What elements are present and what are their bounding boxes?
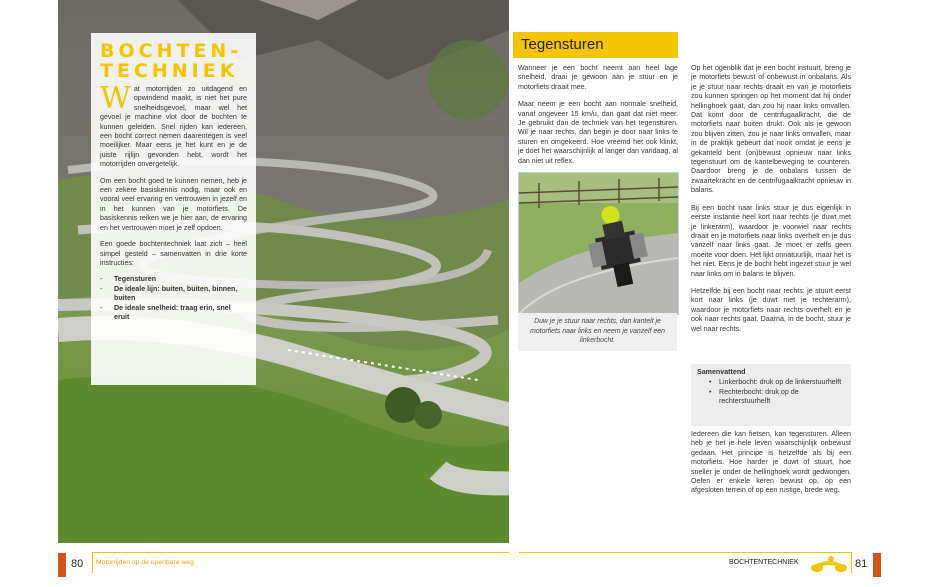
footer-right-block bbox=[873, 553, 881, 577]
title-line-1: BOCHTEN- bbox=[100, 40, 243, 62]
footer-right-rule bbox=[519, 552, 852, 573]
article-title bbox=[100, 41, 247, 81]
column-paragraph: Hetzelfde bij een bocht naar rechts: je stuurt eerst kort naar links (je duwt met je rechterarm), waardoor je motorfiets naar rechts overhelt en je ook naar rechts gaat. Daarna, in de bocht, stuur je wel naar rechts. bbox=[691, 286, 851, 333]
section-title: Tegensturen bbox=[521, 36, 604, 53]
column-paragraph: Maar neem je een bocht aan normale snelheid, vanaf ongeveer 15 km/u, dan gaat dat niet meer. Je gebruikt dan de techniek van het tegensturen. Wil je naar rechts, dan begin je door naar links te sturen en omgekeerd. Hoe vreemd het ook klinkt, je doet het waarschijnlijk al langer dan vandaag, al dan niet uit reflex. bbox=[518, 100, 678, 165]
title-line-2: TECHNIEK bbox=[100, 60, 239, 82]
column-paragraph: Op het ogenblik dat je een bocht instuurt, breng je je motorfiets bewust of onbewust in onbalans. Als je je stuur naar rechts draait en van je motorfiets zou kunnen springen op het moment dat hij onder hellinghoek gaat, dan zou hij naar links omvallen. Dat komt door de centrifugaalkracht, die de motorfiets naar buiten drukt. Ook als je gewoon zou blijven zitten, zou je naar links omvallen, maar in de praktijk gebeurt dat nooit omdat je eens je gekanteld bent (on)bewust opnieuw naar links tegenstuurt om de kantelbeweging te counteren. Daardoor breng je de onbalans tussen de zwaartekracht en de centrifugaalkracht opnieuw in balans. bbox=[691, 64, 851, 195]
list-item: - Tegensturen bbox=[100, 275, 157, 284]
column-paragraph: Wanneer je een bocht neemt aan heel lage snelheid, draai je gewoon aan je stuur en je motorfiets draait mee. bbox=[518, 64, 678, 91]
paragraph-2: Om een bocht goed te kunnen nemen, heb je een zekere basiskennis nodig, maar ook en vooral veel ervaring en vertrouwen in jezelf en in het kunnen van je motorfiets. De basiskennis reiken we je hier aan, de ervaring en het vertrouwen moet je zelf opdoen. bbox=[100, 176, 247, 232]
drop-cap: W bbox=[100, 81, 131, 116]
column-paragraph: Bij een bocht naar links stuur je dus eigenlijk in eerste instantie heel kort naar rechts (je duwt met je linkerarm), waardoor je voorwiel naar rechts draait en je motorfiets naar links overhelt en je dus vanzelf naar links gaat. Je moet er zelfs geen moeite voor doen. Het lijkt onnatuurlijk, maar het is het niet. Eens je de bocht hebt ingezet stuur je wel naar links om in balans te blijven. bbox=[691, 203, 851, 278]
footer-right-text: BOCHTENTECHNIEK bbox=[729, 559, 799, 566]
column-paragraph: Iedereen die kan fietsen, kan tegensturen. Alleen heb je het je hele leven waarschijnlijk onbewust gedaan. Het principe is hetzelfde als bij een motorfiets. Hoe harder je duwt of stuurt, hoe sneller je onder de hellinghoek wordt gedwongen. Oefen er enkele keren bewust op, op een afgesloten terrein of op een rustige, brede weg. bbox=[691, 430, 851, 495]
footer-left-text: Motorrijden op de openbare weg bbox=[96, 559, 194, 566]
column-2 bbox=[691, 64, 851, 342]
list-item: - De ideale lijn: buiten, buiten, binnen, buiten bbox=[100, 284, 238, 303]
instruction-list bbox=[100, 275, 247, 322]
list-item: - De ideale snelheid: traag erin, snel eruit bbox=[100, 303, 231, 321]
page-number-left: 80 bbox=[71, 558, 84, 570]
motorcycle-icon bbox=[809, 555, 849, 578]
motorcycle-photo bbox=[518, 172, 679, 315]
summary-box bbox=[691, 364, 851, 426]
intro-text-box bbox=[91, 33, 256, 385]
intro-text: at motorrijden zo uitdagend en opwindend maakt, is niet het pure snelheidsgevoel, maar wel het gevoel je machine vlot door de bochten te kunnen geleiden. Snel rijden kan iedereen, een bocht correct nemen daarentegen is veel moeilijker. Maar eens je het kunt en je de juiste rijlijn gevonden hebt, wordt het motorrijden onvergetelijk. bbox=[100, 85, 247, 169]
column-3 bbox=[691, 430, 851, 504]
column-1 bbox=[518, 64, 678, 174]
footer-left-block bbox=[58, 553, 66, 577]
summary-list bbox=[697, 378, 845, 406]
paragraph-3: Een goede bochtentechniek laat zich – heel simpel gesteld – samenvatten in drie korte instructies: bbox=[100, 240, 247, 267]
photo-caption: Duw je je stuur naar rechts, dan kantelt je motorfiets naar links en neem je vanzelf een linkerbocht. bbox=[518, 313, 677, 351]
page-number-right: 81 bbox=[855, 558, 868, 570]
summary-item: • Linkerbocht: druk op de linkerstuurhelft bbox=[709, 378, 845, 387]
section-heading bbox=[513, 32, 678, 58]
summary-title: Samenvattend bbox=[697, 368, 746, 376]
summary-item: • Rechterbocht: druk op de rechterstuurhelft bbox=[709, 388, 845, 407]
intro-paragraph bbox=[100, 81, 247, 170]
